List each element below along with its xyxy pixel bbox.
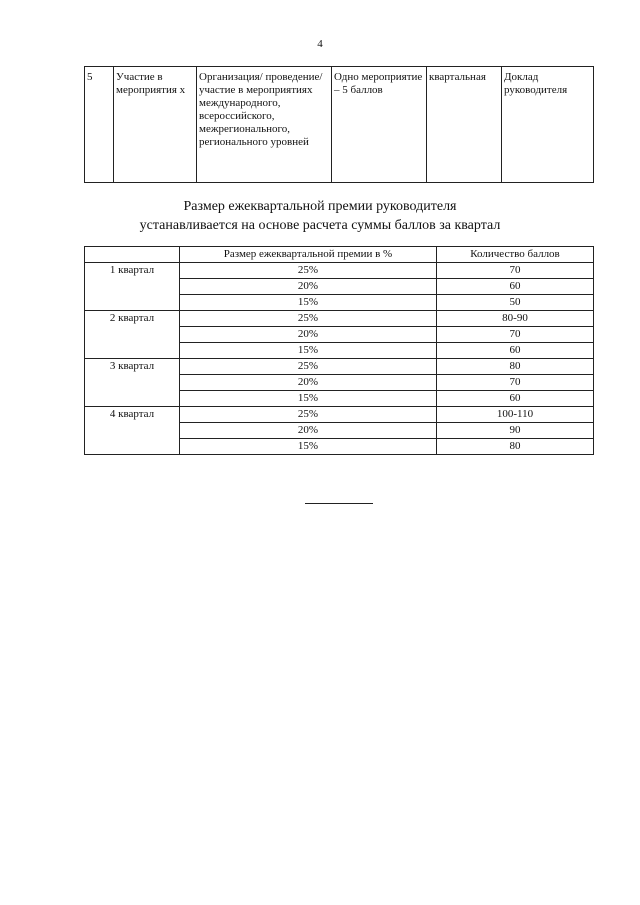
percent-cell: 20% xyxy=(180,279,437,295)
criteria-report: Доклад руководителя xyxy=(502,67,594,183)
points-cell: 80 xyxy=(437,359,594,375)
percent-cell: 25% xyxy=(180,263,437,279)
points-cell: 80 xyxy=(437,439,594,455)
table-row xyxy=(85,311,594,327)
points-cell: 70 xyxy=(437,327,594,343)
percent-cell: 15% xyxy=(180,295,437,311)
percent-cell: 15% xyxy=(180,391,437,407)
header-points: Количество баллов xyxy=(437,247,594,263)
points-cell: 70 xyxy=(437,375,594,391)
percent-cell: 15% xyxy=(180,439,437,455)
criteria-description: Организация/ проведение/участие в мероприятиях международного, всероссийского, межрегионального, регионального уровней xyxy=(197,67,332,183)
criteria-period: квартальная xyxy=(427,67,502,183)
heading-line-2: устанавливается на основе расчета суммы баллов за квартал xyxy=(139,218,501,233)
percent-cell: 20% xyxy=(180,327,437,343)
bonus-table xyxy=(84,246,594,455)
table-row xyxy=(85,263,594,279)
points-cell: 70 xyxy=(437,263,594,279)
criteria-number: 5 xyxy=(85,67,114,183)
quarter-label: 3 квартал xyxy=(85,359,180,407)
header-percent: Размер ежеквартальной премии в % xyxy=(180,247,437,263)
criteria-table xyxy=(84,66,594,183)
percent-cell: 15% xyxy=(180,343,437,359)
table-row xyxy=(85,359,594,375)
section-heading xyxy=(0,197,640,235)
percent-cell: 20% xyxy=(180,423,437,439)
percent-cell: 25% xyxy=(180,359,437,375)
percent-cell: 25% xyxy=(180,311,437,327)
bonus-table-header xyxy=(85,247,594,263)
page-number: 4 xyxy=(317,38,323,50)
criteria-row xyxy=(85,67,594,183)
points-cell: 60 xyxy=(437,391,594,407)
quarter-label: 4 квартал xyxy=(85,407,180,455)
quarter-label: 1 квартал xyxy=(85,263,180,311)
points-cell: 60 xyxy=(437,343,594,359)
points-cell: 60 xyxy=(437,279,594,295)
percent-cell: 20% xyxy=(180,375,437,391)
percent-cell: 25% xyxy=(180,407,437,423)
header-quarter xyxy=(85,247,180,263)
points-cell: 100-110 xyxy=(437,407,594,423)
table-row xyxy=(85,407,594,423)
criteria-points: Одно мероприятие – 5 баллов xyxy=(332,67,427,183)
heading-line-1: Размер ежеквартальной премии руководителя xyxy=(183,199,457,214)
points-cell: 80-90 xyxy=(437,311,594,327)
points-cell: 90 xyxy=(437,423,594,439)
quarter-label: 2 квартал xyxy=(85,311,180,359)
footer-line xyxy=(305,503,373,504)
criteria-name: Участие в мероприятия х xyxy=(114,67,197,183)
points-cell: 50 xyxy=(437,295,594,311)
